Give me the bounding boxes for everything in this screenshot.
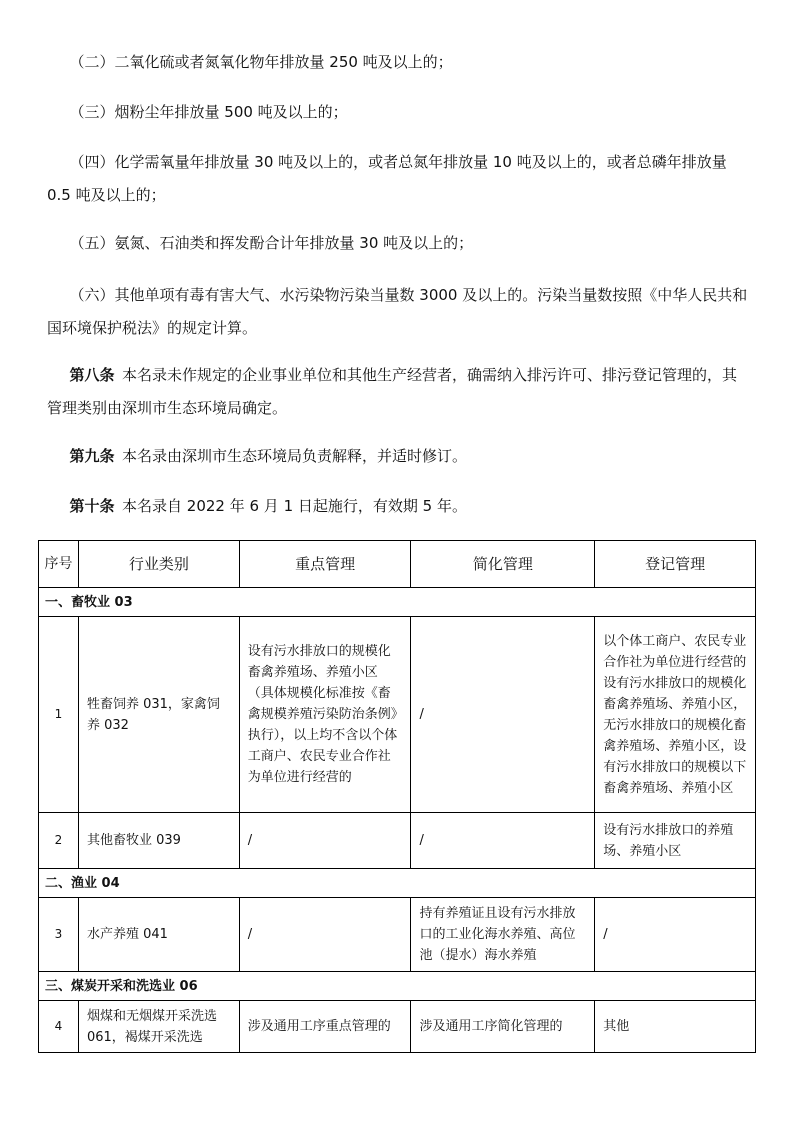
table-row [39, 898, 756, 972]
pollution-permit-table [38, 540, 756, 1053]
section-title: 二、渔业 04 [39, 869, 756, 898]
article-8: 第八条 本名录未作规定的企业事业单位和其他生产经营者，确需纳入排污许可、排污登记管理的，其管理类别由深圳市生态环境局确定。 [47, 366, 738, 417]
section-row [39, 972, 756, 1001]
cell-industry: 牲畜饲养 031，家禽饲养 032 [78, 617, 239, 813]
cell-register: 以个体工商户、农民专业合作社为单位进行经营的设有污水排放口的规模化畜禽养殖场、养殖小区，无污水排放口的规模化畜禽养殖场、养殖小区，设有污水排放口的规模以下畜禽养殖场、养殖小区 [595, 617, 756, 813]
cell-industry: 其他畜牧业 039 [78, 813, 239, 869]
cell-key: 设有污水排放口的规模化畜禽养殖场、养殖小区（具体规模化标准按《畜禽规模养殖污染防治条例》执行），以上均不含以个体工商户、农民专业合作社为单位进行经营的 [239, 617, 411, 813]
article-10: 第十条 本名录自 2022 年 6 月 1 日起施行，有效期 5 年。 [69, 497, 467, 515]
table-row [39, 617, 756, 813]
section-row [39, 869, 756, 898]
cell-simple: 涉及通用工序简化管理的 [411, 1001, 595, 1053]
cell-register: 设有污水排放口的养殖场、养殖小区 [595, 813, 756, 869]
cell-seq: 1 [39, 617, 79, 813]
table-header-row [39, 541, 756, 588]
section-title: 三、煤炭开采和洗选业 06 [39, 972, 756, 1001]
section-row [39, 588, 756, 617]
header-simple-management: 简化管理 [411, 541, 595, 588]
cell-register: 其他 [595, 1001, 756, 1053]
cell-seq: 3 [39, 898, 79, 972]
header-seq: 序号 [39, 541, 79, 588]
paragraph-4: （四）化学需氧量年排放量 30 吨及以上的，或者总氮年排放量 10 吨及以上的，或者总磷年排放量 0.5 吨及以上的； [47, 153, 727, 204]
header-industry: 行业类别 [78, 541, 239, 588]
header-key-management: 重点管理 [239, 541, 411, 588]
paragraph-5: （五）氨氮、石油类和挥发酚合计年排放量 30 吨及以上的； [69, 234, 474, 252]
header-register-management: 登记管理 [595, 541, 756, 588]
cell-seq: 2 [39, 813, 79, 869]
section-title: 一、畜牧业 03 [39, 588, 756, 617]
cell-industry: 水产养殖 041 [78, 898, 239, 972]
cell-key: 涉及通用工序重点管理的 [239, 1001, 411, 1053]
table-row [39, 813, 756, 869]
article-9-heading: 第九条 [69, 447, 115, 465]
cell-seq: 4 [39, 1001, 79, 1053]
cell-simple: 持有养殖证且设有污水排放口的工业化海水养殖、高位池（提水）海水养殖 [411, 898, 595, 972]
article-8-heading: 第八条 [69, 366, 115, 384]
cell-key: / [239, 898, 411, 972]
cell-simple: / [411, 617, 595, 813]
paragraph-2: （二）二氧化硫或者氮氧化物年排放量 250 吨及以上的； [69, 53, 453, 71]
table-row [39, 1001, 756, 1053]
cell-industry: 烟煤和无烟煤开采洗选 061，褐煤开采洗选 [78, 1001, 239, 1053]
cell-simple: / [411, 813, 595, 869]
paragraph-3: （三）烟粉尘年排放量 500 吨及以上的； [69, 103, 348, 121]
paragraph-6: （六）其他单项有毒有害大气、水污染物污染当量数 3000 及以上的。污染当量数按照《中华人民共和国环境保护税法》的规定计算。 [47, 286, 748, 337]
cell-key: / [239, 813, 411, 869]
cell-register: / [595, 898, 756, 972]
article-10-heading: 第十条 [69, 497, 115, 515]
article-9: 第九条 本名录由深圳市生态环境局负责解释，并适时修订。 [69, 447, 468, 465]
